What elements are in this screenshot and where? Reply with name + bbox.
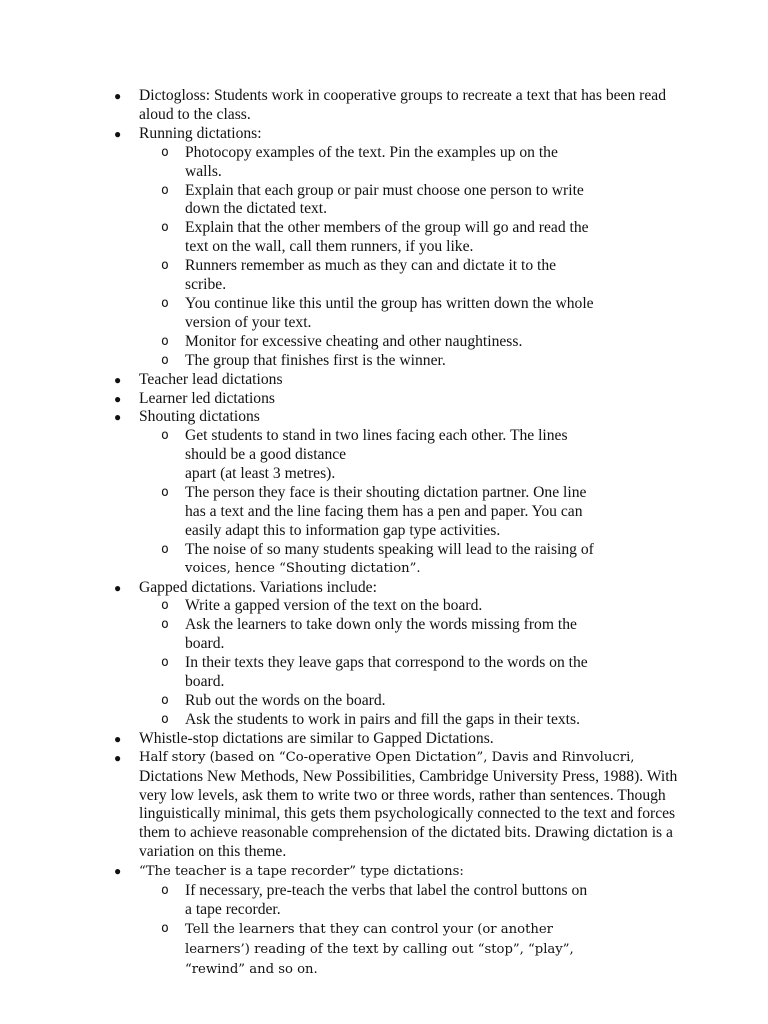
circle-bullet-icon: o [161,655,169,671]
sub-item [161,692,680,711]
circle-bullet-icon: o [161,920,169,936]
circle-bullet-icon: o [161,617,169,633]
sub-item-text: Get students to stand in two lines facing each other. The lines should be a good distance [185,427,568,464]
sub-item-text: You continue like this until the group has written down the whole version of your text. [185,294,594,331]
sub-item [161,257,680,295]
sub-item [161,351,680,371]
sub-item-text: Explain that each group or pair must choose one person to write down the dictated text. [185,181,584,218]
bullet-icon: ● [114,372,122,387]
sub-item [161,332,680,352]
item-text: Dictogloss: Students work in cooperative groups to recreate a text that has been read aloud to the class. [139,87,666,123]
item-text: Teacher lead dictations [139,370,283,388]
list-item-teacher-lead [0,371,768,390]
sub-list [139,427,680,578]
bullet-icon: ● [114,89,122,103]
sub-item-text: Rub out the words on the board. [185,692,386,709]
bullet-icon: ● [114,580,122,595]
list-item-dictogloss [0,87,768,125]
list-item-half-story [0,749,768,862]
sub-item-text: If necessary, pre-teach the verbs that label the control buttons on a tape recorder. [185,882,588,918]
sub-item-text: Tell the learners that they can control your (or another learners’) reading of the text by calling out “stop”, “play”, “rewind” and so on. [185,921,574,977]
item-text: Half story (based on “Co-operative Open Dictation”, Davis and Rinvolucri, [139,749,635,765]
sub-item [161,181,680,220]
circle-bullet-icon: o [161,352,169,368]
list-item-shouting-dictations [0,408,768,578]
item-text: Learner led dictations [139,389,275,407]
sub-item-text-continued: voices, hence “Shouting dictation”. [185,560,421,576]
list-item-gapped-dictations [0,579,768,730]
sub-item-text: The person they face is their shouting dictation partner. One line has a text and the line facing them has a pen and paper. You can easily adapt this to information gap type activities. [185,484,587,539]
item-text: Gapped dictations. Variations include: [139,578,377,596]
circle-bullet-icon: o [161,220,169,236]
sub-item-text: Photocopy examples of the text. Pin the examples up on the walls. [185,143,558,180]
bullet-icon: ● [114,391,122,406]
sub-item [161,654,680,692]
sub-list [139,882,680,980]
item-text: Running dictations: [139,124,262,142]
sub-item-text: In their texts they leave gaps that correspond to the words on the board. [185,654,588,691]
sub-item [161,710,680,730]
list-item-learner-led [0,390,768,409]
list-item-tape-recorder [0,862,768,979]
list-item-running-dictations [0,125,768,371]
circle-bullet-icon: o [161,428,169,444]
sub-item [161,920,680,980]
sub-list [139,144,680,371]
circle-bullet-icon: o [161,598,169,614]
sub-item [161,484,680,541]
bullet-icon: ● [114,410,122,425]
bullet-icon: ● [114,731,122,746]
item-text: “The teacher is a tape recorder” type dictations: [139,864,464,880]
item-text: Shouting dictations [139,408,260,426]
list-item-whistle-stop [0,730,768,749]
circle-bullet-icon: o [161,295,169,311]
sub-item [161,427,680,484]
circle-bullet-icon: o [161,541,169,557]
sub-item [161,143,680,182]
sub-item-text: The group that finishes first is the winner. [185,351,446,369]
sub-item-text: Runners remember as much as they can and dictate it to the scribe. [185,257,557,294]
bullet-list [0,87,768,980]
sub-item-text: Ask the learners to take down only the words missing from the board. [185,616,577,653]
circle-bullet-icon: o [161,333,169,349]
sub-item [161,616,680,654]
item-text-continued: Dictations New Methods, New Possibilities, Cambridge University Press, 1988). With very low levels, ask them to write two or three words, rather than sentences. Though linguistically minimal, this gets them psychologically connected to the text and forces them to achieve reasonable comprehension of the dictated bits. Drawing dictation is a variation on this theme. [139,767,678,861]
sub-item-text: The noise of so many students speaking will lead to the raising of [185,540,594,558]
sub-item [161,294,680,333]
sub-item-text-continued: apart (at least 3 metres). [185,465,336,483]
sub-item-text: Explain that the other members of the group will go and read the text on the wall, call them runners, if you like. [185,219,589,256]
circle-bullet-icon: o [161,693,169,708]
sub-item-text: Write a gapped version of the text on the board. [185,597,483,615]
bullet-icon: ● [114,864,122,879]
circle-bullet-icon: o [161,258,169,274]
circle-bullet-icon: o [161,883,169,899]
document-body [0,87,768,980]
sub-item-text: Ask the students to work in pairs and fill the gaps in their texts. [185,710,580,728]
circle-bullet-icon: o [161,711,169,727]
circle-bullet-icon: o [161,485,169,501]
bullet-icon: ● [114,126,122,141]
sub-item [161,540,680,579]
sub-item [161,219,680,257]
sub-list [139,597,680,729]
sub-item [161,597,680,616]
item-text: Whistle-stop dictations are similar to Gapped Dictations. [139,729,494,747]
circle-bullet-icon: o [161,144,169,160]
sub-item [161,882,680,920]
circle-bullet-icon: o [161,182,169,198]
sub-item-text: Monitor for excessive cheating and other naughtiness. [185,332,523,350]
bullet-icon: ● [114,750,122,765]
